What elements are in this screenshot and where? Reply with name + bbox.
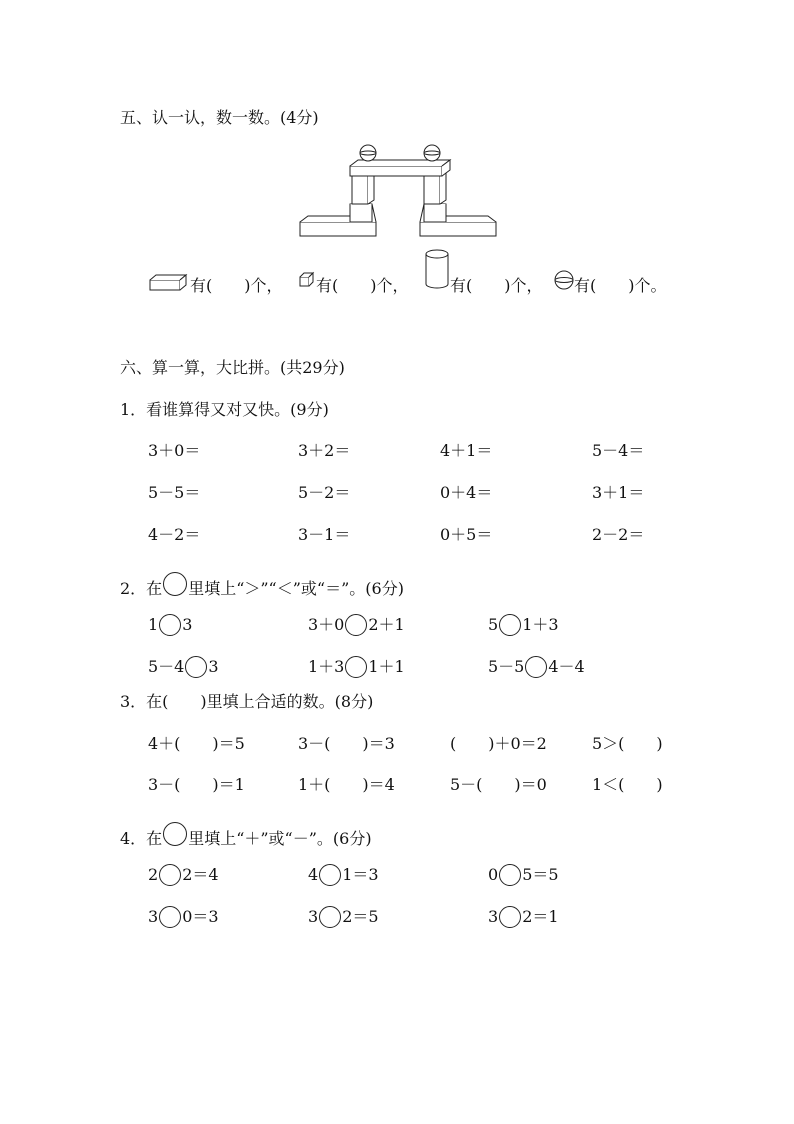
q1-item[interactable]: 4＋1＝ — [440, 441, 493, 460]
q3-item[interactable]: 3－( )＝1 — [148, 775, 245, 794]
q3-item[interactable]: 5＞( ) — [592, 734, 663, 753]
q4-item — [488, 864, 559, 886]
circle-icon — [163, 822, 187, 846]
compare-circle-input[interactable] — [345, 614, 367, 636]
cube-icon — [299, 272, 315, 288]
q3-item[interactable]: 1＜( ) — [592, 775, 663, 794]
q1-item[interactable]: 5－2＝ — [298, 483, 351, 502]
section6-title: 六、算一算，大比拼。(共29分) — [120, 358, 345, 377]
q4-left: 3 — [488, 907, 499, 926]
q2-title — [120, 572, 404, 599]
q2-item — [148, 614, 192, 636]
operator-circle-input[interactable] — [319, 906, 341, 928]
q2-left: 5 — [488, 615, 499, 634]
q4-item — [148, 864, 219, 886]
q1-item[interactable]: 3－1＝ — [298, 525, 351, 544]
q2-item — [308, 614, 405, 636]
q2-item — [148, 656, 219, 678]
q4-title-post: 里填上“＋”或“－”。(6分) — [188, 829, 372, 848]
q4-left: 3 — [148, 907, 159, 926]
q4-right: 1＝3 — [342, 865, 379, 884]
block-structure-figure — [0, 0, 794, 300]
cube-count[interactable]: 有( )个， — [316, 276, 409, 295]
q4-item — [308, 906, 379, 928]
q2-right: 3 — [182, 615, 193, 634]
q2-right: 1＋3 — [522, 615, 559, 634]
operator-circle-input[interactable] — [319, 864, 341, 886]
q4-right: 0＝3 — [182, 907, 219, 926]
q2-right: 4－4 — [548, 657, 585, 676]
q4-item — [488, 906, 559, 928]
q1-item[interactable]: 2－2＝ — [592, 525, 645, 544]
compare-circle-input[interactable] — [345, 656, 367, 678]
q2-right: 3 — [208, 657, 219, 676]
operator-circle-input[interactable] — [159, 906, 181, 928]
cuboid-icon — [148, 272, 188, 292]
sphere-count[interactable]: 有( )个。 — [574, 276, 667, 295]
q3-item[interactable]: 4＋( )＝5 — [148, 734, 245, 753]
q1-item[interactable]: 4－2＝ — [148, 525, 201, 544]
q3-item[interactable]: ( )＋0＝2 — [450, 734, 547, 753]
q1-item[interactable]: 3＋2＝ — [298, 441, 351, 460]
cylinder-count[interactable]: 有( )个， — [450, 276, 543, 295]
q2-left: 1＋3 — [308, 657, 345, 676]
operator-circle-input[interactable] — [159, 864, 181, 886]
q4-left: 2 — [148, 865, 159, 884]
operator-circle-input[interactable] — [499, 906, 521, 928]
q2-title-pre: 2．在 — [120, 579, 163, 598]
q2-item — [488, 614, 559, 636]
q2-title-post: 里填上“＞”“＜”或“＝”。(6分) — [188, 579, 404, 598]
q4-right: 2＝1 — [522, 907, 559, 926]
q2-left: 5－5 — [488, 657, 525, 676]
q4-item — [308, 864, 379, 886]
sphere-icon — [554, 270, 574, 290]
q3-item[interactable]: 1＋( )＝4 — [298, 775, 395, 794]
compare-circle-input[interactable] — [499, 614, 521, 636]
q1-item[interactable]: 0＋4＝ — [440, 483, 493, 502]
q1-item[interactable]: 3＋0＝ — [148, 441, 201, 460]
q2-left: 5－4 — [148, 657, 185, 676]
compare-circle-input[interactable] — [525, 656, 547, 678]
circle-icon — [163, 572, 187, 596]
q4-title — [120, 822, 372, 849]
q1-item[interactable]: 5－5＝ — [148, 483, 201, 502]
cylinder-icon — [424, 248, 452, 292]
q2-left: 1 — [148, 615, 159, 634]
q2-right: 1＋1 — [368, 657, 405, 676]
operator-circle-input[interactable] — [499, 864, 521, 886]
section5-title: 五、认一认，数一数。(4分) — [120, 108, 319, 127]
q1-item[interactable]: 0＋5＝ — [440, 525, 493, 544]
q4-item — [148, 906, 219, 928]
q3-item[interactable]: 5－( )＝0 — [450, 775, 547, 794]
q4-right: 5＝5 — [522, 865, 559, 884]
q2-item — [308, 656, 405, 678]
cuboid-count[interactable]: 有( )个， — [190, 276, 283, 295]
q2-left: 3＋0 — [308, 615, 345, 634]
compare-circle-input[interactable] — [185, 656, 207, 678]
q4-left: 3 — [308, 907, 319, 926]
compare-circle-input[interactable] — [159, 614, 181, 636]
q1-title: 1．看谁算得又对又快。(9分) — [120, 400, 329, 419]
q3-item[interactable]: 3－( )＝3 — [298, 734, 395, 753]
q4-title-pre: 4．在 — [120, 829, 163, 848]
q4-right: 2＝5 — [342, 907, 379, 926]
q2-item — [488, 656, 585, 678]
q4-left: 4 — [308, 865, 319, 884]
q3-title: 3．在( )里填上合适的数。(8分) — [120, 692, 374, 711]
q2-right: 2＋1 — [368, 615, 405, 634]
q1-item[interactable]: 5－4＝ — [592, 441, 645, 460]
q4-right: 2＝4 — [182, 865, 219, 884]
q1-item[interactable]: 3＋1＝ — [592, 483, 645, 502]
q4-left: 0 — [488, 865, 499, 884]
